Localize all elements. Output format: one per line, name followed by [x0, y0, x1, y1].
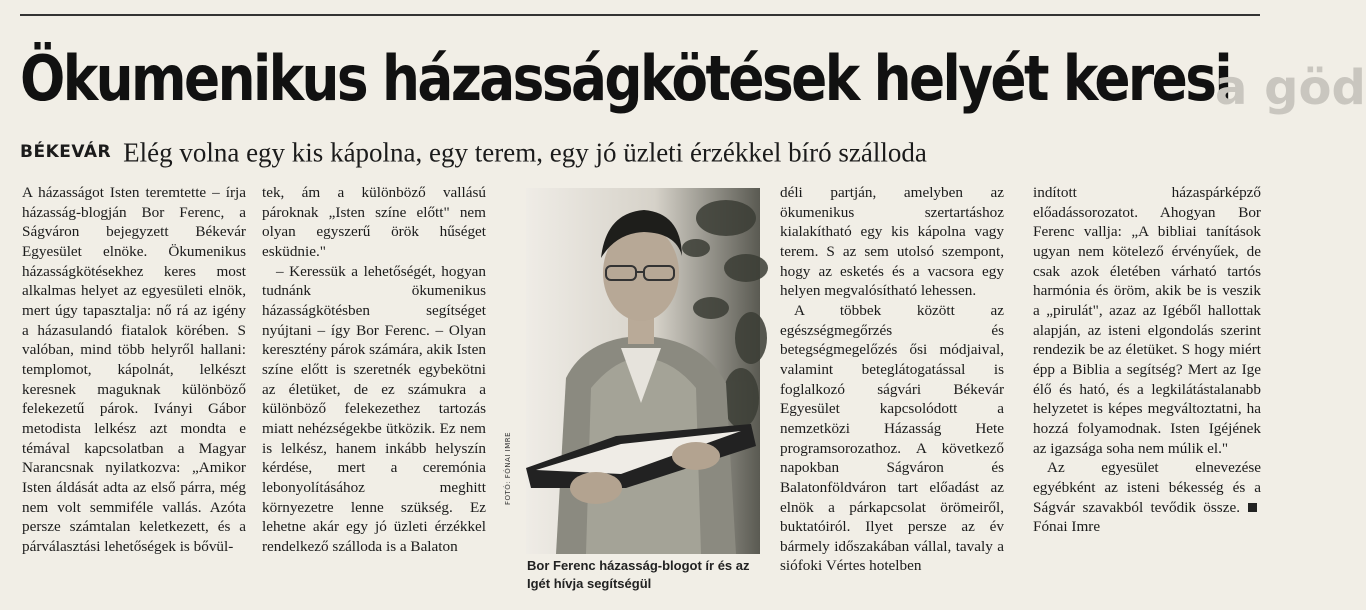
photo-credit: FOTÓ: FÓNAI IMRE — [504, 431, 512, 505]
article-headline: Ökumenikus házasságkötések helyét keresi — [20, 42, 1231, 115]
adjacent-article-fragment: a göd — [1215, 60, 1366, 116]
paragraph: indított házaspárképző előadássorozatot. Ahogyan Bor Ferenc vallja: „A bibliai tanítások ugyan nem kötelező érvényűek, de csak azok életében várható tartós harmónia és öröm, akik be is veszik a „pirulát", azaz az Igéből hallottak alapján, az isteni elgondolás szerint rendezik be az életüket. S hogy miért épp a Biblia a segítség? Mert az Ige élő és ható, és a legkilátástalanabb helyzetet is képes megváltoztatni, ha hozzá folyamodnak. Isten Igéjének az igazsága soha nem múlik el." — [1033, 184, 1261, 457]
paragraph: tek, ám a különböző vallású pároknak „Isten színe előtt" nem olyan egyszerű örök hűséget esküdnie." — [262, 184, 486, 260]
text-column-1 — [22, 183, 246, 556]
article-photo — [526, 188, 760, 554]
text-column-2 — [262, 183, 486, 556]
author-signature: Fónai Imre — [1033, 518, 1101, 536]
article-subhead — [20, 135, 1260, 169]
closing-text: Az egyesület elnevezése egyébként az isteni békesség és a Ságvár szavakból tevődik össze. — [1033, 459, 1261, 516]
location-kicker: BÉKEVÁR — [20, 142, 112, 163]
paragraph — [1033, 458, 1261, 537]
text-column-3 — [780, 183, 1004, 576]
paragraph: – Keressük a lehetőségét, hogyan tudnánk ökumenikus házasságkötésben segítséget nyújtani – így Bor Ferenc. – Olyan keresztény párok számára, akik Isten színe előtt is szeretnék egybekötni az életüket, de ez számukra a különböző felekezethez tartozás miatt nehézségekbe ütközik. Ez nem is lelkész, hanem inkább helyszín kérdése, mert a ceremónia lebonyolításához meghitt környezetre lenne szükség. Ez lehetne akár egy jó üzleti érzékkel rendelkező szálloda is a Balaton — [262, 262, 486, 555]
top-rule — [20, 14, 1260, 16]
photo-illustration — [526, 188, 760, 554]
text-column-4 — [1033, 183, 1261, 537]
paragraph: déli partján, amelyben az ökumenikus szertartáshoz kialakítható egy kis kápolna vagy terem. S az sem utolsó szempont, hogy az esketés és a vacsora egy helyen megvalósítható lehessen. — [780, 184, 1004, 300]
end-mark — [1248, 503, 1257, 512]
paragraph: A házasságot Isten teremtette – írja házasság-blogján Bor Ferenc, a Ságváron bejegyzett Békevár Egyesület elnöke. Ökumenikus házasságkötésekhez keres most alkalmas helyet az egyesületi elnök, mert úgy tapasztalja: nő rá az igény a házasulandó fiatalok körében. S valóban, mind több helyről hallani: templomot, kápolnát, lelkészt keresnek maguknak különböző felekezetű párok. Iványi Gábor metodista lelkész azt mondta e témával kapcsolatban a Magyar Narancsnak nyilatkozva: „Amikor Isten áldását adta az első párra, még nem volt semmiféle vallás. Azóta persze számtalan keletkezett, és a párválasztási lehetőségek is bővül- — [22, 184, 246, 555]
paragraph: A többek között az egészségmegőrzés és betegségmegelőzés ősi módjaival, valamint beteglátogatással is foglalkozó ságvári Békevár Egyesület kapcsolódott a nemzetközi Házasság Hete programsorozathoz. A következő napokban Ságváron és Balatonföldváron tart előadást az elnök a párkapcsolat örömeiről, buktatóiról. Ilyet persze az év bármely időszakában vállal, tavaly a siófoki Vértes hotelben — [780, 301, 1004, 575]
photo-caption: Bor Ferenc házasság-blogot ír és az Igét hívja segítségül — [527, 558, 750, 591]
article-deck: Elég volna egy kis kápolna, egy terem, egy jó üzleti érzékkel bíró szálloda — [123, 137, 927, 168]
